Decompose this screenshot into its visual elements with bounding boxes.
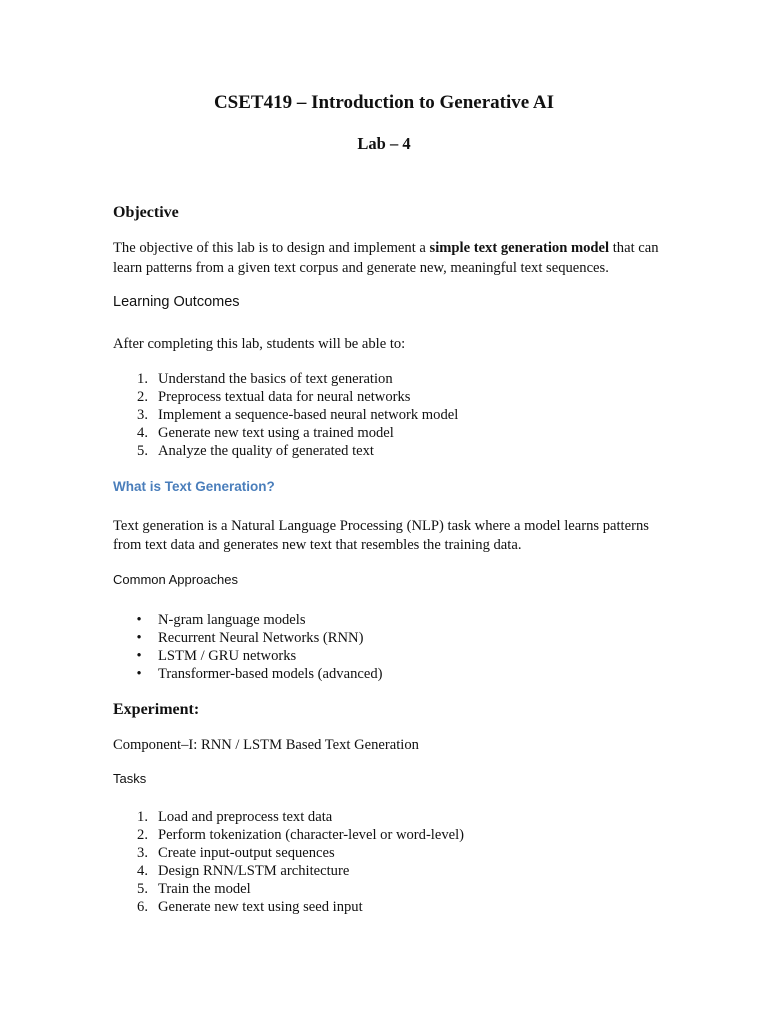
list-item (113, 862, 464, 880)
list-item-text: Generate new text using a trained model (158, 425, 394, 441)
list-number: 2. (137, 827, 148, 843)
objective-paragraph (113, 238, 673, 278)
list-number: 5. (137, 443, 148, 459)
list-number: 4. (137, 425, 148, 441)
list-item (113, 826, 464, 844)
tasks-list (113, 808, 464, 916)
list-item (113, 880, 464, 898)
list-number: 1. (137, 371, 148, 387)
list-item (113, 442, 458, 460)
learning-outcomes-heading: Learning Outcomes (113, 294, 240, 310)
list-item-text: Train the model (158, 881, 251, 897)
bullet-icon: • (136, 612, 142, 628)
list-number: 2. (137, 389, 148, 405)
list-item (113, 898, 464, 916)
list-item (113, 611, 383, 629)
list-item-text: Design RNN/LSTM architecture (158, 863, 350, 879)
document-title: CSET419 – Introduction to Generative AI (213, 92, 555, 113)
list-item-text: Implement a sequence-based neural network model (158, 407, 459, 423)
lab-number: Lab – 4 (357, 134, 411, 153)
list-number: 3. (137, 845, 148, 861)
approaches-list (113, 611, 383, 683)
text-generation-paragraph: Text generation is a Natural Language Processing (NLP) task where a model learns patterns from text data and generates new text that resembles the training data. (113, 518, 649, 553)
objective-heading: Objective (113, 204, 179, 221)
list-item-text: Analyze the quality of generated text (158, 443, 374, 459)
list-item-text: Create input-output sequences (158, 845, 335, 861)
list-item (113, 424, 458, 442)
list-item-text: N-gram language models (158, 612, 306, 628)
list-item-text: LSTM / GRU networks (158, 648, 297, 664)
list-item-text: Transformer-based models (advanced) (158, 666, 383, 682)
list-number: 5. (137, 881, 148, 897)
list-item (113, 647, 383, 665)
list-item (113, 370, 458, 388)
list-item-text: Perform tokenization (character-level or word-level) (158, 827, 465, 843)
common-approaches-heading: Common Approaches (113, 572, 239, 587)
list-number: 6. (137, 899, 148, 915)
list-item-text: Generate new text using seed input (158, 899, 363, 915)
list-item-text: Recurrent Neural Networks (RNN) (158, 630, 364, 646)
tasks-heading: Tasks (113, 771, 147, 786)
list-number: 3. (137, 407, 148, 423)
objective-text-end: that can learn patterns from a given text corpus and generate new, meaningful text sequences. (113, 240, 659, 276)
list-number: 1. (137, 809, 148, 825)
learning-outcomes-list (113, 370, 458, 460)
list-item-text: Preprocess textual data for neural networks (158, 389, 411, 405)
list-item (113, 406, 458, 424)
list-item (113, 388, 458, 406)
component-title: Component–I: RNN / LSTM Based Text Generation (113, 737, 419, 753)
objective-text-start: The objective of this lab is to design and implement a (113, 240, 430, 256)
bullet-icon: • (136, 630, 142, 646)
bullet-icon: • (136, 648, 142, 664)
text-generation-heading: What is Text Generation? (113, 479, 275, 494)
list-number: 4. (137, 863, 148, 879)
list-item-text: Load and preprocess text data (158, 809, 333, 825)
experiment-heading: Experiment: (113, 701, 200, 718)
bullet-icon: • (136, 666, 142, 682)
learning-outcomes-intro: After completing this lab, students will be able to: (113, 336, 406, 352)
list-item (113, 629, 383, 647)
list-item (113, 844, 464, 862)
list-item-text: Understand the basics of text generation (158, 371, 393, 387)
list-item (113, 808, 464, 826)
objective-text-bold: simple text generation model (429, 240, 610, 256)
list-item (113, 665, 383, 683)
